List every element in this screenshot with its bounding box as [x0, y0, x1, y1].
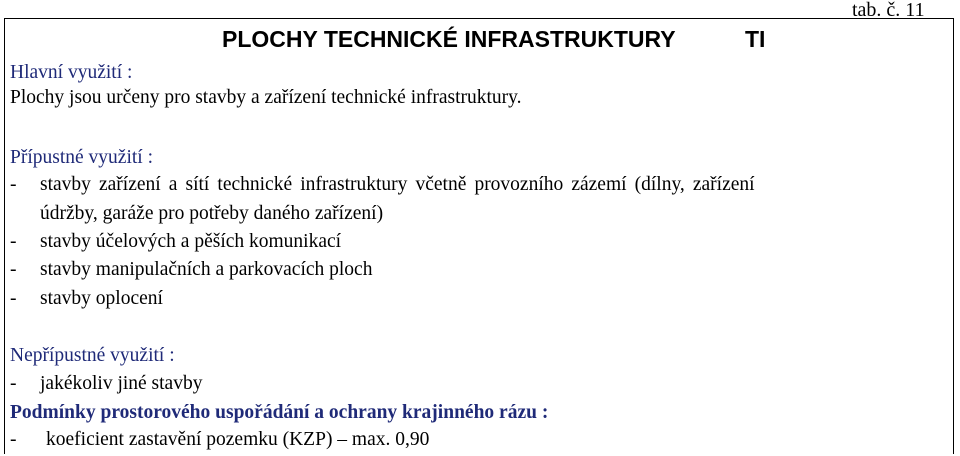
- list-item: [10, 257, 372, 283]
- page-title: PLOCHY TECHNICKÉ INFRASTRUKTURY: [222, 26, 676, 52]
- area-code: TI: [745, 26, 766, 52]
- dash-bullet: -: [10, 231, 17, 252]
- dash-bullet: -: [10, 259, 17, 280]
- main-use-text: Plochy jsou určeny pro stavby a zařízení technické infrastruktury.: [10, 87, 522, 108]
- dash-bullet: -: [10, 429, 17, 450]
- list-item-text: jakékoliv jiné stavby: [40, 373, 203, 394]
- list-item-continuation: údržby, garáže pro potřeby daného zařízení): [40, 203, 384, 224]
- prohibited-use-heading: Nepřípustné využití :: [10, 345, 175, 366]
- list-item: [10, 286, 163, 312]
- list-item-text: stavby oplocení: [40, 288, 163, 309]
- main-use-heading: Hlavní využití :: [10, 62, 133, 83]
- list-item: [10, 229, 341, 255]
- list-item: [10, 427, 429, 453]
- permitted-use-heading: Přípustné využití :: [10, 147, 153, 168]
- dash-bullet: -: [10, 288, 17, 309]
- table-number: tab. č. 11: [852, 0, 925, 21]
- list-item: [10, 172, 755, 198]
- conditions-heading: Podmínky prostorového uspořádání a ochrany krajinného rázu :: [10, 402, 549, 423]
- list-item-text: koeficient zastavění pozemku (KZP) – max. 0,90: [46, 429, 430, 450]
- list-item-text: stavby účelových a pěších komunikací: [40, 231, 342, 252]
- list-item-text: stavby zařízení a sítí technické infrastruktury včetně provozního zázemí (dílny, zařízení: [40, 174, 755, 195]
- dash-bullet: -: [10, 373, 17, 394]
- dash-bullet: -: [10, 174, 17, 195]
- list-item: [10, 371, 202, 397]
- list-item-text: stavby manipulačních a parkovacích ploch: [40, 259, 373, 280]
